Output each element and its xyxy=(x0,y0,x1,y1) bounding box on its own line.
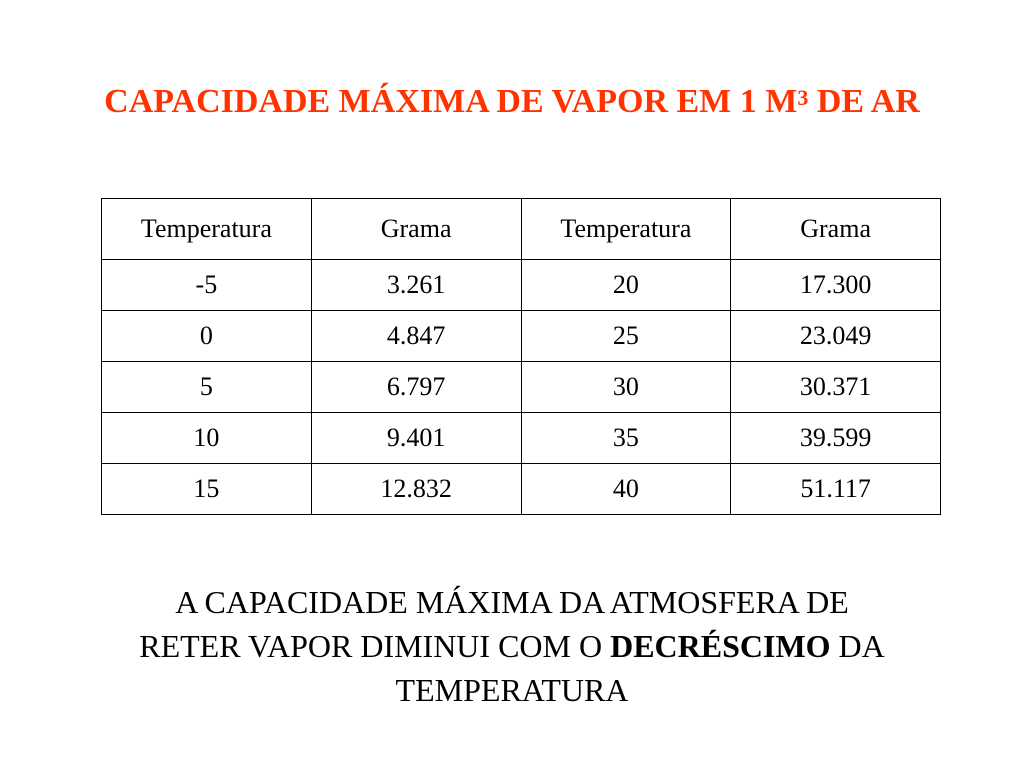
caption-line-1: A CAPACIDADE MÁXIMA DA ATMOSFERA DE xyxy=(175,584,849,620)
table-row xyxy=(102,413,941,464)
caption-line-2-end: DA xyxy=(830,628,885,664)
caption-emphasis: DECRÉSCIMO xyxy=(610,628,831,664)
table-cell: 35 xyxy=(521,413,731,464)
table-cell: 15 xyxy=(102,464,312,515)
slide-caption xyxy=(0,580,1024,712)
table-cell: 40 xyxy=(521,464,731,515)
table-row xyxy=(102,362,941,413)
table-cell: 9.401 xyxy=(311,413,521,464)
title-superscript: 3 xyxy=(797,85,809,110)
title-text: CAPACIDADE MÁXIMA DE VAPOR EM 1 M xyxy=(104,83,798,120)
table-cell: 3.261 xyxy=(311,260,521,311)
table-cell: 5 xyxy=(102,362,312,413)
table-cell: 0 xyxy=(102,311,312,362)
header-grama-2: Grama xyxy=(731,199,941,260)
table-cell: 4.847 xyxy=(311,311,521,362)
table-cell: 30 xyxy=(521,362,731,413)
table-cell: 25 xyxy=(521,311,731,362)
header-grama-1: Grama xyxy=(311,199,521,260)
table-cell: -5 xyxy=(102,260,312,311)
header-temperatura-2: Temperatura xyxy=(521,199,731,260)
table-cell: 23.049 xyxy=(731,311,941,362)
table-cell: 10 xyxy=(102,413,312,464)
table-cell: 51.117 xyxy=(731,464,941,515)
table-header-row xyxy=(102,199,941,260)
caption-line-2-start: RETER VAPOR DIMINUI COM O xyxy=(139,628,611,664)
caption-line-3: TEMPERATURA xyxy=(395,672,629,708)
table-cell: 12.832 xyxy=(311,464,521,515)
caption-line-2 xyxy=(0,624,1024,668)
table-row xyxy=(102,260,941,311)
table-row xyxy=(102,464,941,515)
vapor-capacity-table xyxy=(101,198,941,515)
table-cell: 17.300 xyxy=(731,260,941,311)
table-cell: 6.797 xyxy=(311,362,521,413)
table-row xyxy=(102,311,941,362)
title-suffix: DE AR xyxy=(808,83,920,120)
table-cell: 30.371 xyxy=(731,362,941,413)
table-cell: 20 xyxy=(521,260,731,311)
header-temperatura-1: Temperatura xyxy=(102,199,312,260)
slide-title xyxy=(0,80,1024,124)
table-cell: 39.599 xyxy=(731,413,941,464)
